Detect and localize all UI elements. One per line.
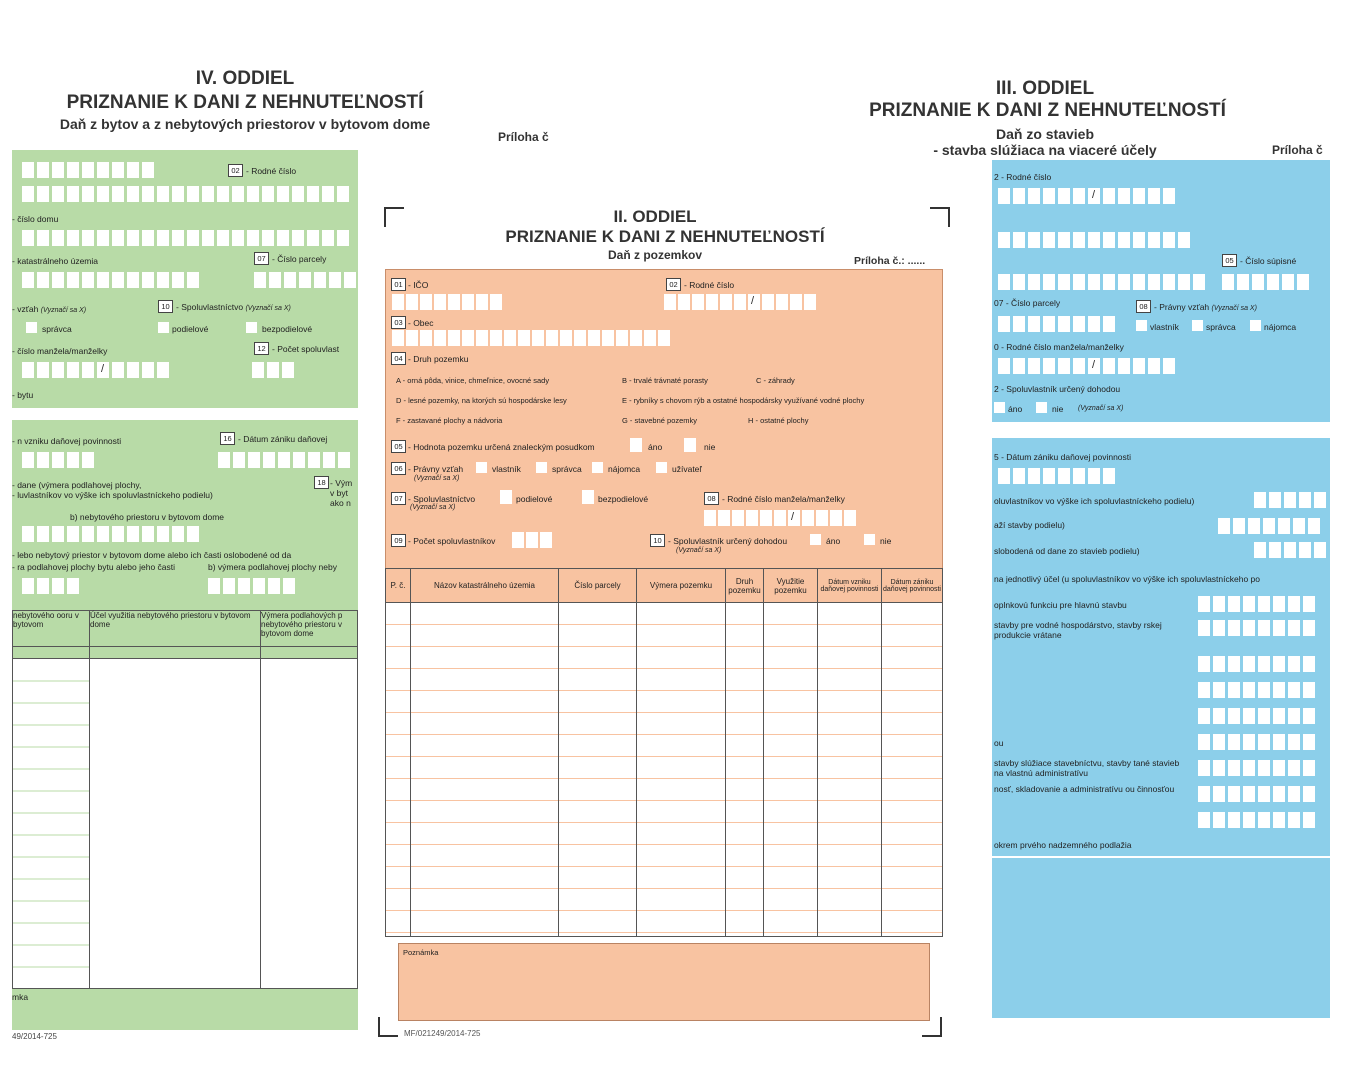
blue-r9b-boxes[interactable]: [1198, 812, 1315, 828]
blue-r10-label: okrem prvého nadzemného podlažia: [994, 840, 1132, 850]
iv-oddiel-form: [12, 150, 358, 1030]
iii-oddiel-title: III. ODDIEL: [995, 78, 1095, 99]
ii-typ-g: G - stavebné pozemky: [622, 416, 698, 425]
green-v-byt-label: v byt: [330, 488, 348, 498]
blue-supisne-label: - Číslo súpisné: [1240, 256, 1297, 266]
green-divider: [12, 408, 358, 420]
ii-land-table: [385, 568, 943, 937]
green-spoluvl-hint: (Vyznačí sa X): [245, 305, 291, 312]
green-field-12: 12: [254, 342, 269, 355]
green-row1-boxes[interactable]: [22, 186, 349, 202]
blue-r7c-boxes[interactable]: [1198, 708, 1315, 724]
blue-r9-label: nosť, skladovanie a administratívu ou činnosťou: [994, 784, 1175, 794]
blue-r4-label: na jednotlivý účel (u spoluvlastníkov vo výške ich spoluvlastníckeho po: [994, 574, 1261, 584]
blue-spravca-label: správca: [1206, 322, 1236, 332]
green-spoluvl-label: [176, 302, 291, 314]
ii-urceny-hint: (Vyznačí sa X): [676, 547, 722, 554]
ii-col-nazov: Názov katastrálneho územia: [411, 569, 559, 603]
ii-poznamka-box[interactable]: [398, 943, 930, 1021]
ii-footer: MF/021249/2014-725: [404, 1029, 481, 1038]
ii-urceny-ano-checkbox[interactable]: [810, 534, 821, 545]
ii-vlastnik-checkbox[interactable]: [476, 462, 487, 473]
green-vztah-text: - vzťah: [12, 304, 39, 314]
iii-oddiel-subtitle2: - stavba slúžiaca na viaceré účely: [933, 142, 1157, 158]
green-row3-boxes[interactable]: [22, 272, 199, 288]
blue-hint-label: (Vyznačí sa X): [1078, 405, 1124, 412]
green-spoluvl-vyske-label: - luvlastníkov vo výške ich spoluvlastníckeho podielu): [12, 490, 213, 500]
ii-typ-h: H - ostatné plochy: [748, 416, 809, 425]
green-nebyt-boxes[interactable]: [22, 526, 199, 542]
ii-bezpodielove-label: bezpodielové: [598, 494, 649, 504]
green-field-02: 02: [228, 164, 243, 177]
blue-r8-boxes[interactable]: [1198, 760, 1315, 776]
ii-rodne-boxes[interactable]: /: [664, 294, 816, 310]
ii-manzel-boxes[interactable]: /: [704, 510, 856, 526]
blue-bottom-rule: [992, 856, 1330, 858]
ii-najomca-label: nájomca: [608, 464, 641, 474]
iii-oddiel-form: [992, 160, 1330, 1018]
iii-oddiel-subtitle: Daň zo stavieb: [995, 126, 1095, 142]
ii-podielove-label: podielové: [516, 494, 553, 504]
ii-typ-a: A - orná pôda, vinice, chmeľnice, ovocné sady: [396, 376, 550, 385]
blue-najomca-checkbox[interactable]: [1250, 320, 1261, 331]
green-nebyt-b-label: b) nebytového priestoru v bytovom dome: [70, 512, 225, 522]
blue-urceny-label: 2 - Spoluvlastník určený dohodou: [994, 384, 1121, 394]
green-zanik-label: - Dátum zániku daňovej: [238, 434, 328, 444]
ii-hodnota-ano-label: áno: [648, 442, 663, 452]
ii-poznamka-label: Poznámka: [403, 948, 439, 957]
green-vym-label: - Vým: [330, 478, 353, 488]
green-footer: 49/2014-725: [12, 1032, 57, 1041]
iv-oddiel-subtitle: Daň z bytov a z nebytových priestorov v bytovom dome: [59, 116, 431, 132]
ii-field-02: 02: [666, 278, 681, 291]
green-manzel-boxes[interactable]: /: [22, 362, 169, 378]
ii-podielove-checkbox[interactable]: [500, 490, 512, 504]
green-spravca-checkbox[interactable]: [26, 322, 37, 333]
blue-r5-boxes[interactable]: [1198, 596, 1315, 612]
blue-field-08: 08: [1136, 300, 1151, 313]
green-dane-label: - dane (výmera podlahovej plochy,: [12, 480, 142, 490]
green-oslobodene-label: - lebo nebytový priestor v bytovom dome alebo ich časti oslobodené od da: [12, 550, 292, 560]
green-bezpodielove-label: bezpodielové: [262, 324, 313, 334]
blue-r1-label: oluvlastníkov vo výške ich spoluvlastníckeho podielu): [994, 496, 1195, 506]
blue-r6-label: stavby pre vodné hospodárstvo, stavby rskej produkcie vrátane: [994, 620, 1162, 640]
blue-parcely-label: 07 - Číslo parcely: [994, 298, 1061, 308]
corner-mark-tr: [930, 207, 950, 227]
blue-r2-boxes[interactable]: [1218, 518, 1320, 534]
ii-obec-label: - Obec: [408, 318, 434, 328]
green-row2-boxes[interactable]: [22, 230, 349, 246]
ii-typ-e: E - rybníky s chovom rýb a ostatné hospodársky využívané vodné plochy: [622, 396, 865, 405]
ii-uzivatel-checkbox[interactable]: [656, 462, 667, 473]
blue-row3-boxes[interactable]: [998, 274, 1205, 290]
green-pocet-label: - Počet spoluvlast: [272, 344, 340, 354]
ii-field-09: 09: [391, 534, 406, 547]
ii-hodnota-label: - Hodnota pozemku určená znaleckým posudkom: [408, 442, 595, 452]
ii-field-08: 08: [704, 492, 719, 505]
ii-pocet-boxes[interactable]: [512, 532, 552, 548]
ii-ico-boxes[interactable]: [392, 294, 502, 310]
green-poznamka-label: mka: [12, 992, 29, 1002]
green-cislo-domu-label: - číslo domu: [12, 214, 59, 224]
green-spoluvl-text: - Spoluvlastníctvo: [176, 302, 244, 312]
ii-urceny-nie-checkbox[interactable]: [864, 534, 875, 545]
blue-r7d-boxes[interactable]: [1198, 734, 1315, 750]
ii-typ-d: D - lesné pozemky, na ktorých sú hospodárske lesy: [396, 396, 567, 405]
blue-r1-boxes[interactable]: [1254, 492, 1326, 508]
blue-r7a-boxes[interactable]: [1198, 656, 1315, 672]
ii-pravny-label: - Právny vzťah: [408, 464, 464, 474]
ii-typ-f: F - zastavané plochy a nádvoria: [396, 416, 503, 425]
ii-col-vyuzitie: Využitie pozemku: [764, 569, 818, 603]
green-col-header-3: Výmera podlahových p nebytového priestoru v bytovom dome: [261, 611, 358, 647]
blue-row2-boxes[interactable]: [998, 232, 1190, 248]
ii-druh-label: - Druh pozemku: [408, 354, 469, 364]
iii-annex-label: Príloha č: [1272, 143, 1323, 157]
ii-spoluvl-label: - Spoluvlastníctvo: [408, 494, 476, 504]
ii-col-vznik: Dátum vzniku daňovej povinnosti: [818, 569, 882, 603]
blue-zanik-label: 5 - Dátum zániku daňovej povinnosti: [994, 452, 1132, 462]
green-zanik-boxes[interactable]: [218, 452, 350, 468]
blue-najomca-label: nájomca: [1264, 322, 1297, 332]
ii-hodnota-ano-checkbox[interactable]: [630, 438, 642, 452]
green-rodne-label: - Rodné číslo: [246, 166, 297, 176]
ii-bezpodielove-checkbox[interactable]: [582, 490, 594, 504]
green-pocet-boxes[interactable]: [252, 362, 294, 378]
ii-typ-b: B - trvalé trávnaté porasty: [622, 376, 708, 385]
green-field-10: 10: [158, 300, 173, 313]
blue-nie-label: nie: [1052, 404, 1064, 414]
green-osl-boxes[interactable]: [22, 578, 79, 594]
blue-r7-label: ou: [994, 738, 1004, 748]
ii-obec-boxes[interactable]: [392, 330, 670, 346]
ii-annex-label: Príloha č.: ......: [854, 255, 926, 267]
blue-r3-boxes[interactable]: [1254, 542, 1326, 558]
blue-parcely-boxes[interactable]: [998, 316, 1115, 332]
green-col-header-1: nebytového ooru v bytovom: [13, 611, 90, 647]
ii-col-zanik: Dátum zániku daňovej povinnosti: [882, 569, 943, 603]
blue-pravny-hint: (Vyznačí sa X): [1211, 305, 1257, 312]
ii-oddiel-title: II. ODDIEL: [613, 207, 697, 226]
blue-pravny-label: [1154, 302, 1257, 314]
ii-field-07: 07: [391, 492, 406, 505]
ii-urceny-ano-label: áno: [826, 536, 841, 546]
ii-typ-c: C - záhrady: [756, 376, 795, 385]
ii-urceny-label: - Spoluvlastník určený dohodou: [668, 536, 788, 546]
green-vymera-b-label: b) výmera podlahovej plochy neby: [208, 562, 337, 572]
green-field-16: 16: [220, 432, 235, 445]
blue-r7b-boxes[interactable]: [1198, 682, 1315, 698]
green-field-18: 18: [314, 476, 329, 489]
ii-table-body[interactable]: [386, 603, 943, 937]
ii-table-header: [386, 569, 943, 603]
ii-col-pc: P. č.: [386, 569, 411, 603]
ii-spoluvl-hint: (Vyznačí sa X): [410, 504, 456, 511]
corner-mark-bl: [378, 1017, 398, 1037]
blue-spravca-checkbox[interactable]: [1192, 320, 1203, 331]
ii-urceny-nie-label: nie: [880, 536, 892, 546]
ii-oddiel-heading: PRIZNANIE K DANI Z NEHNUTEĽNOSTÍ: [505, 227, 825, 246]
iv-oddiel-heading: PRIZNANIE K DANI Z NEHNUTEĽNOSTÍ: [66, 92, 424, 113]
blue-ano-checkbox[interactable]: [994, 402, 1005, 413]
blue-r3-label: slobodená od dane zo stavieb podielu): [994, 546, 1140, 556]
blue-rodne-label: 2 - Rodné číslo: [994, 172, 1052, 182]
green-podielove-checkbox[interactable]: [158, 322, 169, 333]
ii-oddiel-subtitle: Daň z pozemkov: [607, 248, 703, 262]
ii-vlastnik-label: vlastník: [492, 464, 521, 474]
blue-pravny-text: - Právny vzťah: [1154, 302, 1210, 312]
blue-row3b-boxes[interactable]: [1222, 274, 1309, 290]
green-field-07: 07: [254, 252, 269, 265]
ii-field-04: 04: [391, 352, 406, 365]
ii-field-06: 06: [391, 462, 406, 475]
ii-rodne-label: - Rodné číslo: [684, 280, 735, 290]
ii-field-05: 05: [391, 440, 406, 453]
green-ako-label: ako n: [330, 498, 351, 508]
blue-vlastnik-label: vlastník: [1150, 322, 1179, 332]
iv-annex-label: Príloha č: [498, 130, 549, 144]
ii-pravny-hint: (Vyznačí sa X): [414, 475, 460, 482]
ii-hodnota-nie-label: nie: [704, 442, 716, 452]
blue-r8-label: stavby slúžiace stavebníctvu, stavby tané stavieb na vlastnú administratívu: [994, 758, 1180, 778]
corner-mark-tl: [384, 207, 404, 227]
blue-manzel-label: 0 - Rodné číslo manžela/manželky: [994, 342, 1124, 352]
green-vznik-label: - n vzniku daňovej povinnosti: [12, 436, 122, 446]
ii-spravca-label: správca: [552, 464, 582, 474]
blue-r2-label: aží stavby podielu): [994, 520, 1065, 530]
green-bezpodielove-checkbox[interactable]: [246, 322, 257, 333]
ii-oddiel-sheet: [360, 165, 990, 1065]
green-katastr-label: - katastrálneho územia: [12, 256, 98, 266]
ii-col-vymera: Výmera pozemku: [637, 569, 726, 603]
green-podlahovej-label: - ra podlahovej plochy bytu alebo jeho časti: [12, 562, 176, 572]
blue-rodne-boxes[interactable]: /: [998, 188, 1175, 204]
iii-oddiel-heading: PRIZNANIE K DANI Z NEHNUTEĽNOSTÍ: [869, 100, 1226, 121]
ii-col-parcela: Číslo parcely: [559, 569, 637, 603]
green-vznik-boxes[interactable]: [22, 452, 94, 468]
ii-najomca-checkbox[interactable]: [592, 462, 603, 473]
green-parcely-label: - Číslo parcely: [272, 254, 327, 264]
blue-field-05: 05: [1222, 254, 1237, 267]
ii-hodnota-nie-checkbox[interactable]: [684, 438, 696, 452]
blue-r6-boxes[interactable]: [1198, 620, 1315, 636]
ii-uzivatel-label: užívateľ: [672, 464, 702, 474]
blue-vlastnik-checkbox[interactable]: [1136, 320, 1147, 331]
blue-divider: [992, 422, 1330, 438]
green-ico-boxes[interactable]: [22, 162, 154, 178]
ii-field-03: 03: [391, 316, 406, 329]
green-spravca-label: správca: [42, 324, 72, 334]
ii-field-10: 10: [650, 534, 665, 547]
green-table: [12, 610, 358, 989]
green-manzel-label: - číslo manžela/manželky: [12, 346, 108, 356]
green-col-header-2: Účel využitia nebytového priestoru v bytovom dome: [90, 611, 261, 647]
blue-nie-checkbox[interactable]: [1036, 402, 1047, 413]
ii-ico-label: - IČO: [408, 280, 429, 290]
blue-zanik-boxes[interactable]: [998, 468, 1115, 484]
blue-ano-label: áno: [1008, 404, 1023, 414]
ii-form-body: [385, 269, 943, 935]
ii-pocet-label: - Počet spoluvlastníkov: [408, 536, 496, 546]
green-row3b-boxes[interactable]: [254, 272, 356, 288]
green-bytu-label: - bytu: [12, 390, 34, 400]
green-vztah-hint: (Vyznačí sa X): [40, 307, 87, 314]
iv-oddiel-title: IV. ODDIEL: [195, 68, 295, 89]
ii-spravca-checkbox[interactable]: [536, 462, 547, 473]
blue-r5-label: oplnkovú funkciu pre hlavnú stavbu: [994, 600, 1127, 610]
ii-field-01: 01: [391, 278, 406, 291]
green-osl-boxes-b[interactable]: [208, 578, 295, 594]
blue-manzel-boxes[interactable]: /: [998, 358, 1175, 374]
blue-r9-boxes[interactable]: [1198, 786, 1315, 802]
ii-manzel-label: - Rodné číslo manžela/manželky: [722, 494, 845, 504]
ii-col-druh: Druh pozemku: [726, 569, 764, 603]
green-podielove-label: podielové: [172, 324, 209, 334]
green-vztah-label: [12, 304, 86, 316]
